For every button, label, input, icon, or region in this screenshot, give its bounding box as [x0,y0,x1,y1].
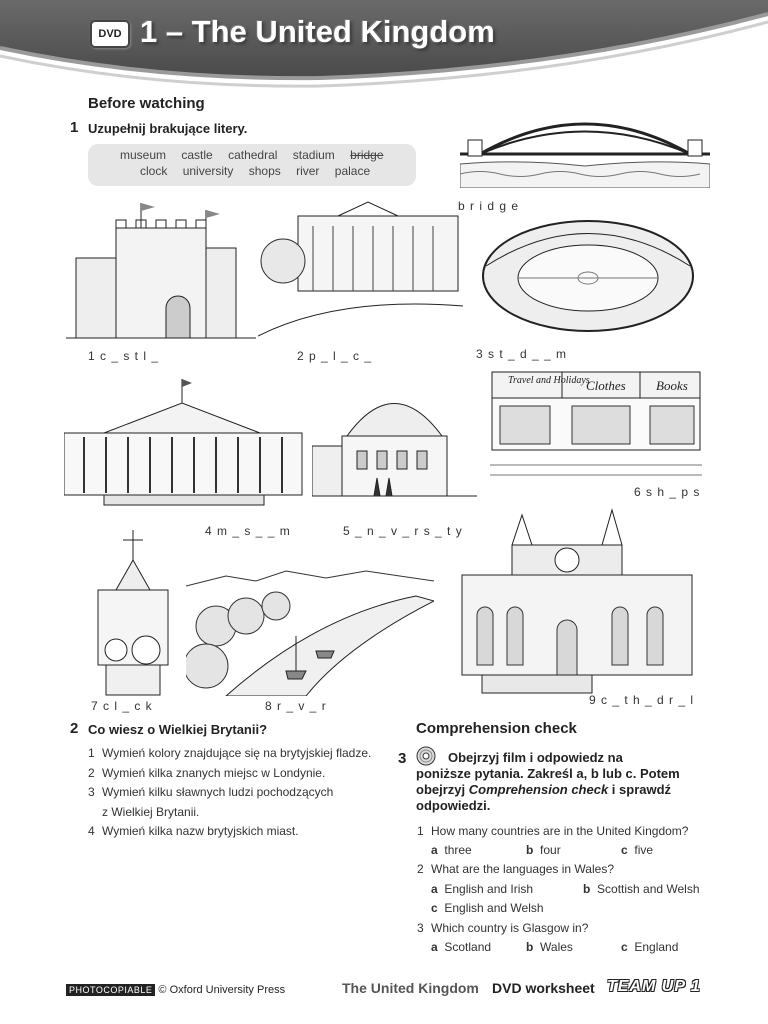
exercise-2-number: 2 [70,720,79,737]
castle-illustration [66,198,256,346]
section-heading-comprehension: Comprehension check [416,720,577,737]
q3-option-b[interactable]: b Wales [526,940,573,954]
word-museum: museum [120,148,167,162]
question-2: 2 What are the languages in Wales? [417,862,614,876]
list-item: 2 Wymień kilka znanych miejsc w Londynie. [88,765,326,780]
river-illustration [186,556,434,696]
photocopiable-badge: PHOTOCOPIABLE [66,984,155,996]
q1-option-c[interactable]: c five [621,843,654,857]
shop-sign-books: Books [656,378,688,393]
shop-sign-travel: Travel and Holidays [508,375,590,386]
label-river: 8 r _ v _ r [265,699,327,713]
cathedral-illustration [452,505,702,697]
section-heading-before-watching: Before watching [88,95,205,112]
q1-option-b[interactable]: b four [526,843,561,857]
word-bridge-crossed: bridge [350,148,384,162]
shop-sign-clothes: Clothes [586,378,626,393]
word-clock: clock [140,164,168,178]
page-title: 1 – The United Kingdom [140,14,495,49]
word-university: university [182,164,234,178]
list-item: 1 Wymień kolory znajdujące się na brytyjskiej fladze. [88,746,372,760]
label-university: 5 _ n _ v _ r s _ t y [343,524,463,538]
footer-worksheet: DVD worksheet [492,980,595,996]
footer-left [66,984,285,996]
word-river: river [296,164,320,178]
word-bank-row-2 [134,164,376,178]
stadium-illustration [476,206,701,342]
word-castle: castle [181,148,213,162]
word-stadium: stadium [292,148,335,162]
clock-tower-illustration [88,530,178,696]
q2-option-b[interactable]: b Scottish and Welsh [583,882,700,896]
question-1: 1 How many countries are in the United Kingdom? [417,824,689,838]
palace-illustration [258,196,463,344]
label-museum: 4 m _ s _ _ m [205,524,291,538]
word-shops: shops [248,164,281,178]
word-palace: palace [334,164,371,178]
q2-option-c[interactable]: c English and Welsh [431,901,544,915]
dvd-badge: DVD [90,20,130,48]
course-logo: TEAM UP 1 [607,978,701,995]
publisher-credit: © Oxford University Press [158,984,286,996]
exercise-1-instruction: Uzupełnij brakujące litery. [88,121,248,136]
word-bank-row-1 [114,148,390,162]
q1-option-a[interactable]: a three [431,843,472,857]
word-cathedral: cathedral [228,148,278,162]
exercise-1-number: 1 [70,119,79,136]
exercise-2-title: Co wiesz o Wielkiej Brytanii? [88,722,268,737]
footer-topic: The United Kingdom [342,980,479,996]
list-item: 3 Wymień kilku sławnych ludzi pochodzących [88,785,334,799]
label-shops: 6 s h _ p s [634,485,701,499]
label-cathedral: 9 c _ t h _ d r _ l [589,693,695,707]
label-clock: 7 c l _ c k [91,699,153,713]
label-stadium: 3 s t _ d _ _ m [476,347,568,361]
list-item: 4 Wymień kilka nazw brytyjskich miast. [88,824,299,838]
label-castle: 1 c _ s t l _ [88,349,160,363]
museum-illustration [64,375,304,517]
label-palace: 2 p _ l _ c _ [297,349,373,363]
question-3: 3 Which country is Glasgow in? [417,921,589,935]
university-illustration [312,376,477,516]
q3-option-c[interactable]: c England [621,940,679,954]
list-item: z Wielkiej Brytanii. [102,804,200,819]
exercise-3-instruction: Obejrzyj film i odpowiedz na poniższe pytania. Zakreśl a, b lub c. Potem obejrzyj Comprehension check i sprawdź odpowiedzi. [416,750,680,813]
exercise-2-list [88,744,371,842]
q2-option-a[interactable]: a English and Irish [431,882,534,896]
bridge-illustration [460,104,710,188]
label-bridge: b r i d g e [458,199,520,213]
exercise-3-number: 3 [398,750,407,767]
q3-option-a[interactable]: a Scotland [431,940,492,954]
